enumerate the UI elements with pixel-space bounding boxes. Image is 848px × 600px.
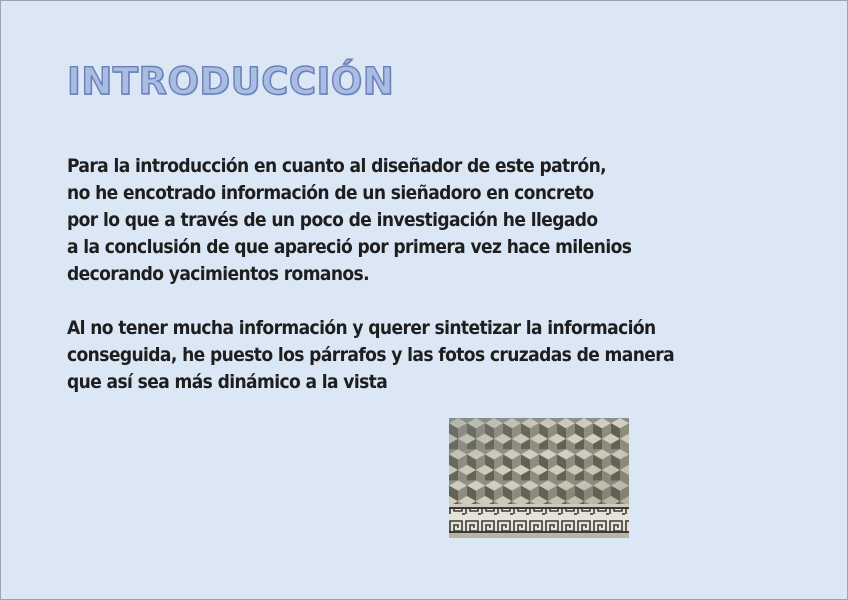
paragraph-2 <box>67 315 767 396</box>
paragraph-1 <box>67 153 767 288</box>
paragraph-line: a la conclusión de que apareció por primera vez hace milenios <box>67 236 632 258</box>
slide-title: INTRODUCCIÓN <box>67 60 395 103</box>
paragraph-line: que así sea más dinámico a la vista <box>67 371 388 393</box>
paragraph-line: Para la introducción en cuanto al diseñador de este patrón, <box>67 155 607 177</box>
roman-mosaic-photo <box>449 418 629 538</box>
paragraph-line: por lo que a través de un poco de investigación he llegado <box>67 209 598 231</box>
slide-body <box>67 153 767 396</box>
paragraph-line: Al no tener mucha información y querer sintetizar la información <box>67 317 656 339</box>
paragraph-line: no he encotrado información de un sieñadoro en concreto <box>67 182 594 204</box>
paragraph-line: decorando yacimientos romanos. <box>67 263 370 285</box>
paragraph-line: conseguida, he puesto los párrafos y las fotos cruzadas de manera <box>67 344 675 366</box>
